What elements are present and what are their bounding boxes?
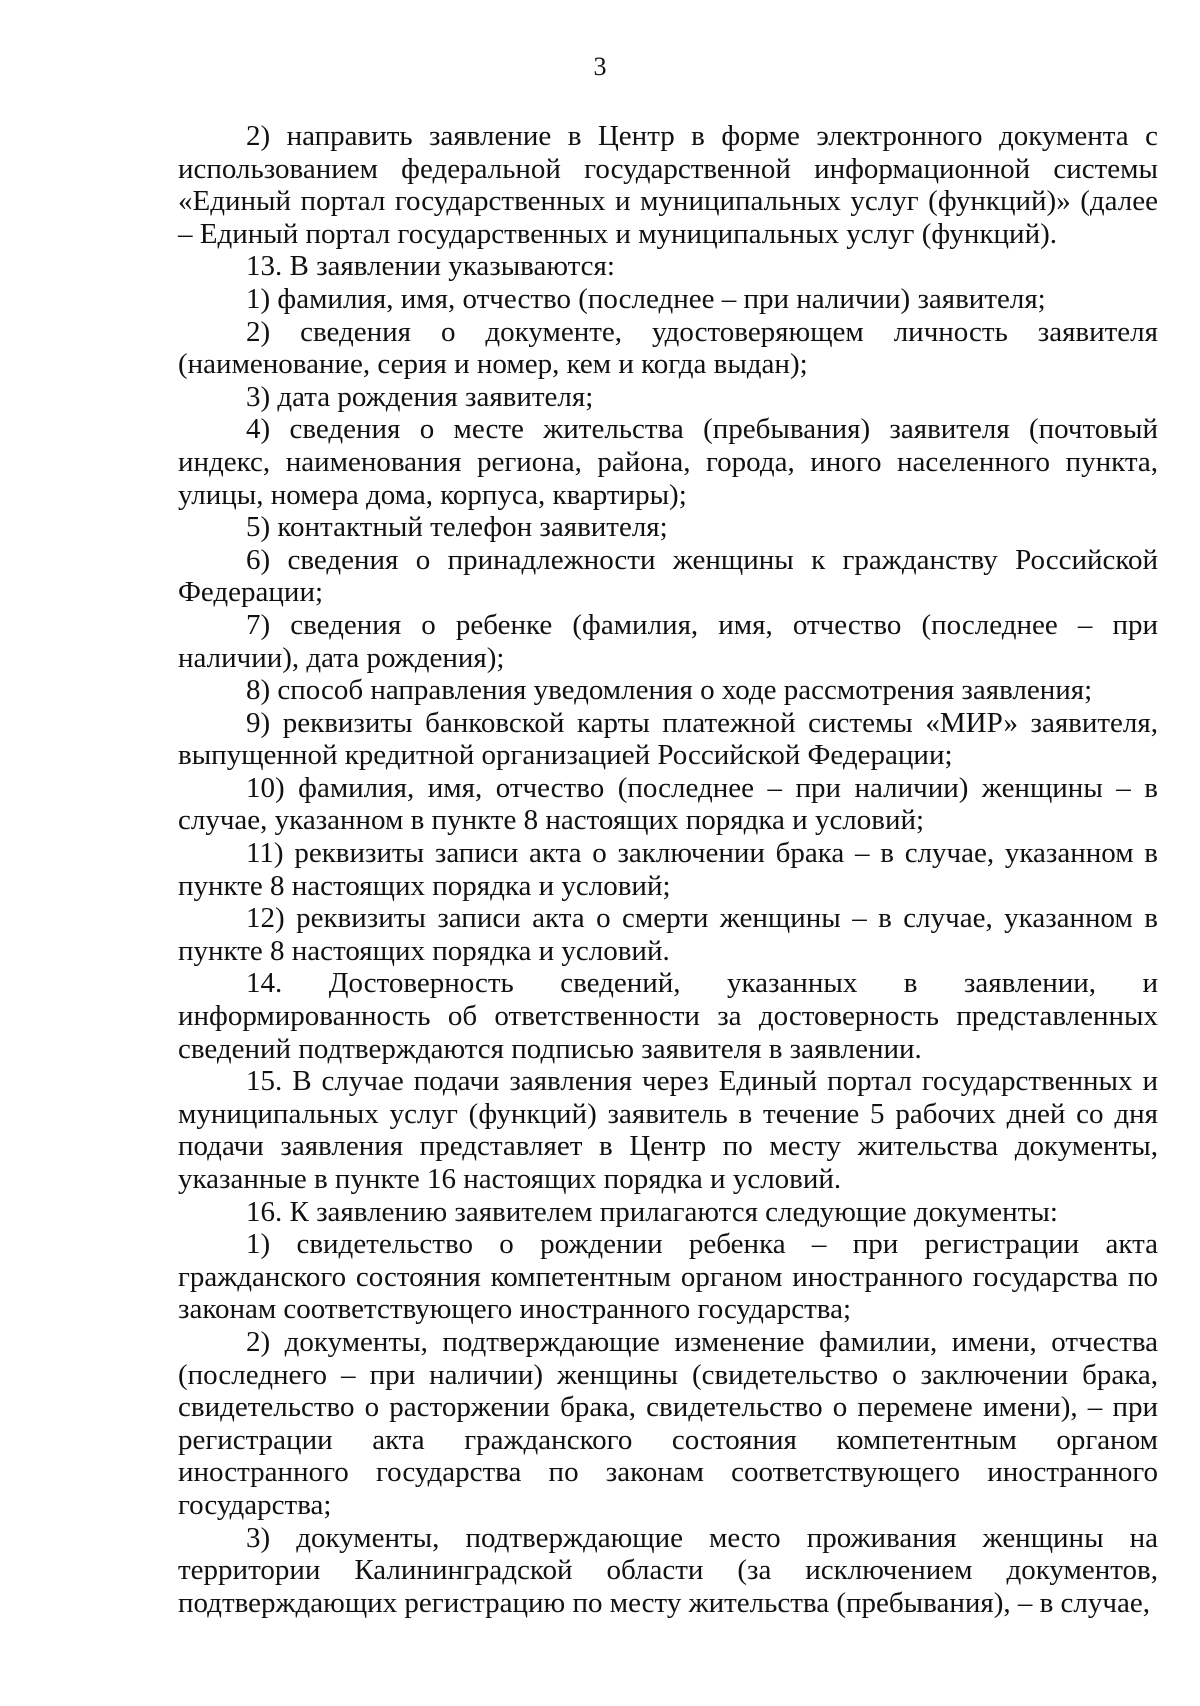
paragraph-13-item-4: 4) сведения о месте жительства (пребывания) заявителя (почтовый индекс, наименования региона, района, города, иного населенного пункта, улицы, номера дома, корпуса, квартиры); (178, 413, 1158, 511)
paragraph-13-item-3: 3) дата рождения заявителя; (246, 380, 594, 413)
paragraph-16-item-2: 2) документы, подтверждающие изменение фамилии, имени, отчества (последнего – при наличии) женщины (свидетельство о заключении брака, свидетельство о расторжении брака, свидетельство о перемене имени), – при регистрации акта гражданского состояния компетентным органом иностранного государства по законам соответствующего иностранного государства; (178, 1325, 1158, 1521)
paragraph-16-item-3: 3) документы, подтверждающие место проживания женщины на территории Калининградской области (за исключением документов, подтверждающих регистрацию по месту жительства (пребывания), – в случае, (178, 1521, 1158, 1619)
paragraph-13-heading: 13. В заявлении указываются: (246, 250, 615, 283)
paragraph-15: 15. В случае подачи заявления через Единый портал государственных и муниципальных услуг (функций) заявитель в течение 5 рабочих дней со дня подачи заявления представляет в Центр по месту жительства документы, указанные в пункте 16 настоящих порядка и условий. (178, 1065, 1158, 1195)
paragraph-14: 14. Достоверность сведений, указанных в заявлении, и информированность об ответственности за достоверность представленных сведений подтверждаются подписью заявителя в заявлении. (178, 967, 1158, 1065)
paragraph-13-item-1: 1) фамилия, имя, отчество (последнее – при наличии) заявителя; (246, 282, 1046, 315)
document-body (178, 120, 1158, 1619)
paragraph-16-heading: 16. К заявлению заявителем прилагаются следующие документы: (246, 1195, 1058, 1228)
paragraph-13-item-12: 12) реквизиты записи акта о смерти женщины – в случае, указанном в пункте 8 настоящих порядка и условий. (178, 902, 1158, 967)
paragraph-13-item-5: 5) контактный телефон заявителя; (246, 511, 668, 544)
paragraph-13-item-6: 6) сведения о принадлежности женщины к гражданству Российской Федерации; (178, 543, 1158, 609)
paragraph-16-item-1: 1) свидетельство о рождении ребенка – при регистрации акта гражданского состояния компетентным органом иностранного государства по законам соответствующего иностранного государства; (178, 1228, 1158, 1326)
paragraph-13-item-8: 8) способ направления уведомления о ходе рассмотрения заявления; (246, 674, 1093, 707)
page-number: 3 (593, 52, 607, 81)
paragraph-13-item-2: 2) сведения о документе, удостоверяющем личность заявителя (наименование, серия и номер, кем и когда выдан); (178, 315, 1158, 381)
paragraph-13-item-10: 10) фамилия, имя, отчество (последнее – при наличии) женщины – в случае, указанном в пункте 8 настоящих порядка и условий; (178, 771, 1158, 837)
paragraph-13-item-11: 11) реквизиты записи акта о заключении брака – в случае, указанном в пункте 8 настоящих порядка и условий; (178, 837, 1158, 902)
paragraph-13-item-7: 7) сведения о ребенке (фамилия, имя, отчество (последнее – при наличии), дата рождения); (178, 608, 1158, 674)
paragraph-item-2-electronic-submission: 2) направить заявление в Центр в форме электронного документа с использованием федеральной государственной информационной системы «Единый портал государственных и муниципальных услуг (функций)» (далее – Единый портал государственных и муниципальных услуг (функций). (178, 120, 1158, 250)
paragraph-13-item-9: 9) реквизиты банковской карты платежной системы «МИР» заявителя, выпущенной кредитной организацией Российской Федерации; (178, 706, 1158, 772)
